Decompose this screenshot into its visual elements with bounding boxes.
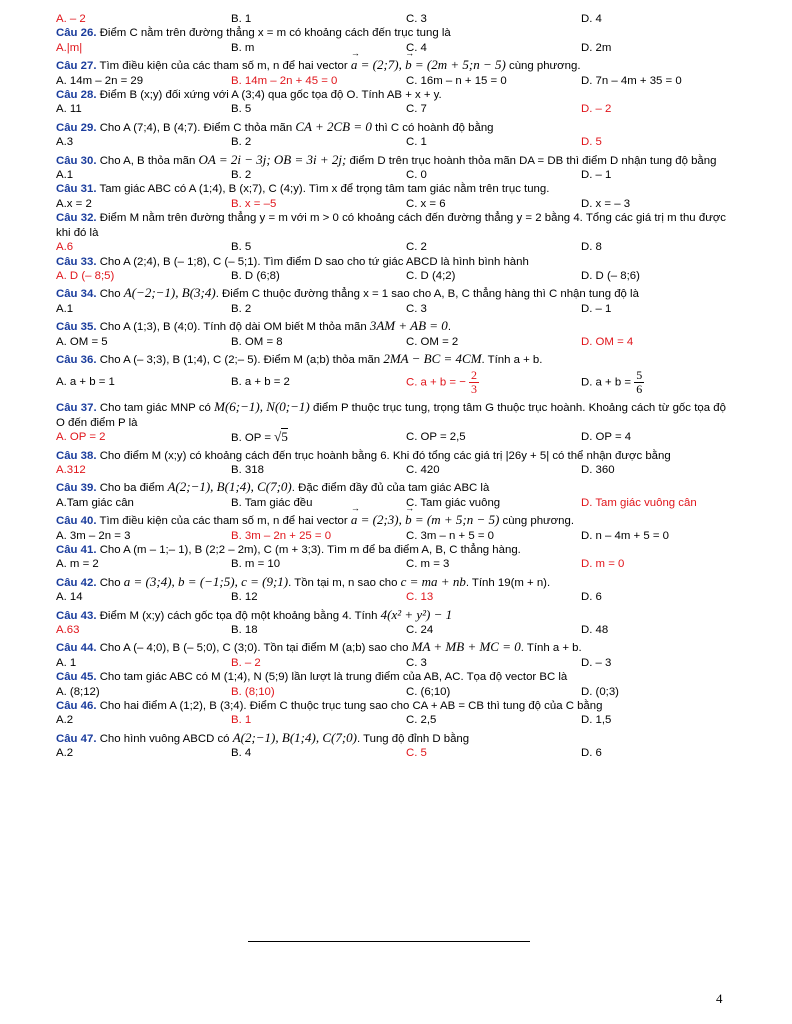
question-text: Điểm M nằm trên đường thẳng y = m với m > 0 có khoảng cách đến đường thẳng y = 2 bằng 4. Tổng các giá trị m thu được khi đó là [56, 212, 726, 239]
option: D. m = 0 [581, 558, 625, 571]
question-number: Câu 27. [56, 60, 97, 73]
option: B. a + b = 2 [231, 376, 290, 389]
question-number: Câu 34. [56, 288, 97, 301]
question-text: Cho A, B thỏa mãn [99, 154, 196, 167]
math-formula: → a = (2;7), → b = (2m + 5;n − 5) [351, 57, 506, 72]
question-39 [56, 480, 726, 510]
option: B. m [231, 41, 255, 54]
option: A.63 [56, 624, 80, 637]
q25-options [56, 12, 726, 26]
option: C. m = 3 [406, 558, 450, 571]
option: C. D (4;2) [406, 269, 456, 282]
option: C. (6;10) [406, 685, 451, 698]
question-45 [56, 670, 726, 699]
option: D. 7n – 4m + 35 = 0 [581, 74, 682, 87]
option: A.x = 2 [56, 197, 92, 210]
fraction: $\frac{2}{3}$ [471, 367, 478, 396]
question-27 [56, 58, 726, 88]
question-number: Câu 39. [56, 482, 97, 495]
option: A.3 [56, 136, 74, 149]
question-34 [56, 286, 726, 316]
question-44 [56, 640, 726, 670]
math-formula: 2MA − BC = 4CM [383, 350, 482, 366]
question-text: Cho [99, 288, 121, 301]
question-number: Câu 43. [56, 609, 97, 622]
math-formula: MA + MB + MC = 0 [411, 639, 521, 655]
question-text-after: . Điểm C thuộc đường thẳng x = 1 sao cho A, B, C thẳng hàng thì C nhận tung độ là [215, 288, 639, 301]
option: B. 5 [231, 241, 252, 254]
question-46 [56, 699, 726, 728]
question-47 [56, 731, 726, 761]
option: D. x = – 3 [581, 197, 631, 210]
question-text: Tìm điều kiện của các tham số m, n để hai vector [99, 60, 348, 73]
option: D. 1,5 [581, 714, 612, 727]
question-number: Câu 36. [56, 353, 97, 366]
option: C. OP = 2,5 [406, 431, 466, 444]
question-number: Câu 35. [56, 321, 97, 334]
question-number: Câu 40. [56, 515, 97, 528]
option: D. 6 [581, 747, 602, 760]
option: D. n – 4m + 5 = 0 [581, 529, 670, 542]
option: D. 5 [581, 136, 602, 149]
option: C. x = 6 [406, 197, 446, 210]
question-number: Câu 41. [56, 544, 97, 556]
option: D. 2m [581, 41, 612, 54]
fraction: $\frac{5}{6}$ [636, 367, 643, 396]
option: A. a + b = 1 [56, 376, 115, 389]
question-number: Câu 33. [56, 255, 97, 268]
question-text: Cho tam giác MNP có [99, 402, 211, 415]
option: B. – 2 [231, 656, 261, 669]
option: C. 7 [406, 103, 427, 116]
option: C. 420 [406, 463, 440, 476]
math-formula: c = ma + nb [400, 573, 466, 589]
option: A. 11 [56, 103, 82, 116]
question-text-after: điểm D trên trục hoành thỏa mãn DA = DB thì điểm D nhận tung độ bằng [349, 154, 717, 167]
question-text-after: . [447, 321, 451, 334]
footer-divider [248, 941, 530, 942]
question-33 [56, 255, 726, 284]
math-formula: a = (3;4), b = (−1;5), c = (9;1) [123, 573, 289, 589]
question-text: Điểm M (x;y) cách gốc tọa độ một khoảng bằng 4. Tính [99, 609, 378, 622]
option: C. 2 [406, 241, 427, 254]
option: D. OM = 4 [581, 335, 634, 348]
question-number: Câu 28. [56, 89, 97, 102]
option: C. 5 [406, 747, 427, 760]
option: C. 3 [406, 302, 427, 315]
math-formula: OB = 3i + 2j; [273, 151, 347, 167]
option: D. 8 [581, 241, 602, 254]
question-text-after: điểm P thuộc trục tung, trọng tâm G thuộc trục hoành. Khoảng cách từ gốc tọa độ O đến điểm P là [56, 402, 726, 429]
square-root: √5 [274, 429, 288, 445]
question-text: Tìm điều kiện của các tham số m, n để hai vector [99, 515, 348, 528]
question-number: Câu 44. [56, 642, 97, 655]
option: D. – 1 [581, 302, 612, 315]
question-text: Điểm B (x;y) đối xứng với A (3;4) qua gốc tọa độ O. Tính AB + x + y. [99, 89, 442, 102]
question-text: Tam giác ABC có A (1;4), B (x;7), C (4;y). Tìm x để trọng tâm tam giác nằm trên trục tung. [99, 183, 550, 196]
option: C. 4 [406, 41, 427, 54]
option: A.2 [56, 714, 74, 727]
math-formula: A(2;−1), B(1;4), C(7;0) [167, 479, 292, 495]
option: B. 12 [231, 591, 258, 604]
option: C. 3 [406, 656, 427, 669]
question-text-after: cùng phương. [509, 60, 581, 73]
math-formula: A(2;−1), B(1;4), C(7;0) [232, 729, 357, 745]
question-text-after: cùng phương. [502, 515, 574, 528]
option: C. 3m – n + 5 = 0 [406, 529, 495, 542]
option: B. 14m – 2n + 45 = 0 [231, 74, 338, 87]
question-35 [56, 319, 726, 349]
option: B. 5 [231, 103, 252, 116]
option: B. 1 [231, 714, 252, 727]
option: D. a + b = $\frac{5}{6}$ [581, 367, 643, 396]
option: C. 24 [406, 624, 434, 637]
option: B. OM = 8 [231, 335, 283, 348]
question-text-after: . Đặc điểm đầy đủ của tam giác ABC là [291, 482, 490, 495]
option: B. m = 10 [231, 558, 281, 571]
question-text-after: thì C có hoành độ bằng [375, 121, 494, 134]
question-text: Cho A (2;4), B (– 1;8), C (– 5;1). Tìm điểm D sao cho tứ giác ABCD là hình bình hành [99, 255, 529, 268]
question-text: Cho hình vuông ABCD có [99, 732, 230, 745]
math-formula: 4(x² + y²) − 1 [380, 606, 453, 622]
question-text: Cho tam giác ABC có M (1;4), N (5;9) lần lượt là trung điểm của AB, AC. Tọa độ vector BC là [99, 671, 568, 684]
option: A.6 [56, 241, 74, 254]
option: A. 1 [56, 656, 77, 669]
option: B. 2 [231, 136, 252, 149]
option: D. (0;3) [581, 685, 619, 698]
option: D. – 3 [581, 656, 612, 669]
option: A.312 [56, 463, 86, 476]
option: A. (8;12) [56, 685, 100, 698]
option: B. 4 [231, 747, 252, 760]
option: A.2 [56, 747, 74, 760]
math-formula: 3AM + AB = 0 [369, 318, 448, 334]
question-32 [56, 211, 726, 254]
option: C. 0 [406, 169, 427, 182]
question-text: Cho A (1;3), B (4;0). Tính độ dài OM biết M thỏa mãn [99, 321, 367, 334]
option: B. x = –5 [231, 197, 277, 210]
question-text: Cho [99, 576, 121, 589]
question-text: Điểm C nằm trên đường thẳng x = m có khoảng cách đến trục tung là [99, 27, 451, 40]
question-number: Câu 26. [56, 27, 97, 40]
option: B. Tam giác đều [231, 496, 313, 509]
math-formula: M(6;−1), N(0;−1) [214, 399, 310, 415]
option: C. OM = 2 [406, 335, 459, 348]
option: A. D (– 8;5) [56, 269, 115, 282]
math-formula: CA + 2CB = 0 [295, 118, 372, 134]
option: B. 1 [231, 13, 252, 25]
option: D. OP = 4 [581, 431, 632, 444]
question-number: Câu 37. [56, 402, 97, 415]
question-text: Cho hai điểm A (1;2), B (3;4). Điểm C thuộc trục tung sao cho CA + AB = CB thì tung độ của C bằng [99, 700, 603, 713]
question-38 [56, 449, 726, 478]
option: C. a + b = − $\frac{2}{3}$ [406, 367, 478, 396]
option: D. – 1 [581, 169, 612, 182]
question-43 [56, 608, 726, 638]
option: D. – 2 [581, 103, 612, 116]
question-text: Cho ba điểm [99, 482, 165, 495]
question-text: Cho A (7;4), B (4;7). Điểm C thỏa mãn [99, 121, 293, 134]
question-number: Câu 30. [56, 154, 97, 167]
option: D. 4 [581, 13, 602, 25]
question-40 [56, 513, 726, 543]
option: A. – 2 [56, 13, 86, 25]
option: D. 6 [581, 591, 602, 604]
question-31 [56, 182, 726, 211]
question-42 [56, 575, 726, 605]
question-37 [56, 400, 726, 445]
question-29 [56, 120, 726, 150]
option: B. 3m – 2n + 25 = 0 [231, 529, 332, 542]
question-36 [56, 352, 726, 397]
option: C. 1 [406, 136, 427, 149]
question-text: Cho A (– 3;3), B (1;4), C (2;– 5). Điểm M (a;b) thỏa mãn [99, 353, 381, 366]
question-41 [56, 543, 726, 572]
question-text-after: . Tính 19(m + n). [465, 576, 551, 589]
document-page [56, 12, 726, 761]
option: B. D (6;8) [231, 269, 280, 282]
question-number: Câu 32. [56, 212, 97, 225]
math-formula: OA = 2i − 3j; [198, 151, 271, 167]
option: C. 16m – n + 15 = 0 [406, 74, 507, 87]
question-number: Câu 45. [56, 671, 97, 684]
option: A.Tam giác cân [56, 496, 134, 509]
option: C. 13 [406, 591, 434, 604]
option: B. 2 [231, 169, 252, 182]
option: B. OP = √5 [231, 429, 288, 445]
option: A.1 [56, 302, 74, 315]
option: D. Tam giác vuông cân [581, 496, 697, 509]
math-formula: → a = (2;3), → b = (m + 5;n − 5) [351, 512, 499, 527]
question-number: Câu 42. [56, 576, 97, 589]
option: D. 360 [581, 463, 615, 476]
question-number: Câu 47. [56, 732, 97, 745]
question-number: Câu 46. [56, 700, 97, 713]
question-text-after: . Tính a + b. [481, 353, 543, 366]
option: A. 14m – 2n = 29 [56, 74, 144, 87]
question-text: Cho điểm M (x;y) có khoảng cách đến trục hoành bằng 6. Khi đó tổng các giá trị |26y + 5| có thể nhận được bằng [99, 449, 671, 462]
option: A. OP = 2 [56, 431, 106, 444]
option: A. m = 2 [56, 558, 99, 571]
option: A.1 [56, 169, 74, 182]
question-30 [56, 153, 726, 183]
question-28 [56, 88, 726, 117]
question-number: Câu 31. [56, 183, 97, 196]
question-number: Câu 38. [56, 449, 97, 462]
question-number: Câu 29. [56, 121, 97, 134]
option: C. 2,5 [406, 714, 437, 727]
option: B. 18 [231, 624, 258, 637]
option: A.|m| [56, 41, 83, 54]
page-number: 4 [716, 991, 723, 1006]
option: C. Tam giác vuông [406, 496, 501, 509]
option: B. (8;10) [231, 685, 275, 698]
option: D. 48 [581, 624, 609, 637]
option: D. D (– 8;6) [581, 269, 640, 282]
option: B. 2 [231, 302, 252, 315]
question-text: Cho A (– 4;0), B (– 5;0), C (3;0). Tồn tại điểm M (a;b) sao cho [99, 642, 409, 655]
math-formula: A(−2;−1), B(3;4) [123, 285, 216, 301]
question-text-after: . Tính a + b. [520, 642, 582, 655]
question-text-after: . Tồn tại m, n sao cho [288, 576, 398, 589]
question-26 [56, 26, 726, 55]
option: A. 14 [56, 591, 83, 604]
question-text-after: . Tung độ đỉnh D bằng [356, 732, 470, 745]
option: A. 3m – 2n = 3 [56, 529, 131, 542]
option: C. 3 [406, 13, 427, 25]
option: B. 318 [231, 463, 264, 476]
option: A. OM = 5 [56, 335, 108, 348]
question-text: Cho A (m – 1;– 1), B (2;2 – 2m), C (m + 3;3). Tìm m để ba điểm A, B, C thẳng hàng. [99, 544, 521, 556]
